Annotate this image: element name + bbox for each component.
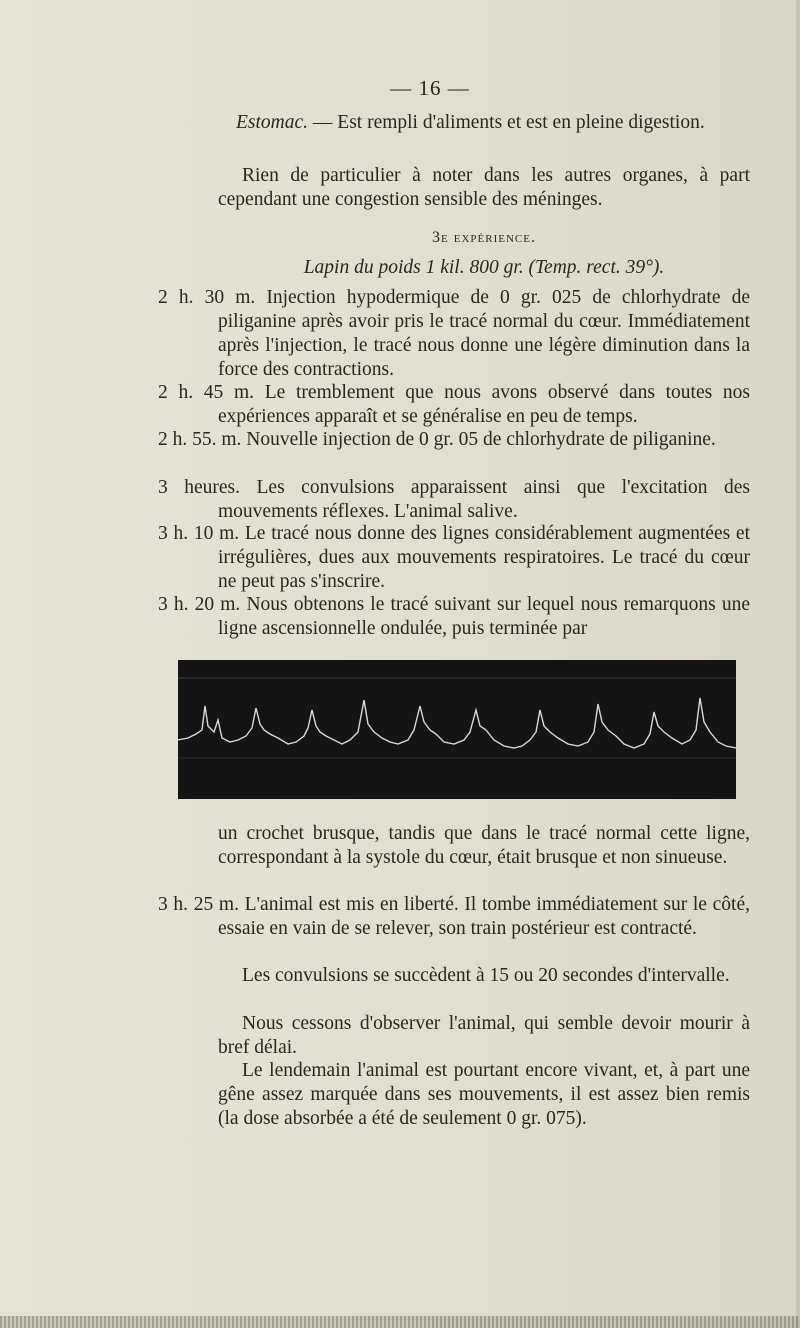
entry-5 <box>158 522 750 594</box>
page-number: — 16 — <box>390 76 470 100</box>
entry-text: Le tremblement que nous avons observé dans toutes nos expériences apparaît et se généralise en peu de temps. <box>218 382 751 427</box>
entry-text: Nous obtenons le tracé suivant sur lequel nous remarquons une ligne ascensionnelle ondulée, puis terminée par <box>218 594 750 639</box>
estomac-text: — Est rempli d'aliments et est en pleine digestion. <box>308 112 705 133</box>
entry-time: 2 h. 55. m. <box>158 429 242 450</box>
entry-4 <box>158 476 750 524</box>
entry-text: Les convulsions apparaissent ainsi que l'excitation des mouvements réflexes. L'animal salive. <box>218 477 750 522</box>
entry-time: 3 h. 20 m. <box>158 594 241 615</box>
continuation-paragraph: un crochet brusque, tandis que dans le tracé normal cette ligne, correspondant à la systole du cœur, était brusque et non sinueuse. <box>218 823 750 868</box>
page-edge <box>796 0 800 1328</box>
entry-time: 2 h. 45 m. <box>158 382 255 403</box>
cardiac-trace-figure <box>178 660 736 799</box>
entry-text: Nouvelle injection de 0 gr. 05 de chlorhydrate de piliganine. <box>241 429 716 450</box>
estomac-paragraph <box>218 111 750 135</box>
experience-heading: 3e expérience. <box>432 229 536 246</box>
entry-3 <box>158 428 750 452</box>
cessons-paragraph: Nous cessons d'observer l'animal, qui semble devoir mourir à bref délai. <box>218 1013 750 1058</box>
estomac-label: Estomac. <box>236 112 309 133</box>
entry-6 <box>158 593 750 641</box>
experience-subject: Lapin du poids 1 kil. 800 gr. (Temp. rect. 39°). <box>303 257 665 278</box>
entry-1 <box>158 286 750 382</box>
entry-time: 3 h. 25 m. <box>158 894 239 915</box>
page-bottom-edge <box>0 1316 800 1328</box>
entry-text: Injection hypodermique de 0 gr. 025 de chlorhydrate de piliganine après avoir pris le tracé normal du cœur. Immédiatement après l'injection, le tracé nous donne une légère diminution dans la force des contractions. <box>218 287 750 380</box>
entry-2 <box>158 381 750 429</box>
entry-7 <box>158 893 750 941</box>
convulsions-paragraph: Les convulsions se succèdent à 15 ou 20 secondes d'intervalle. <box>242 965 730 986</box>
trace-svg <box>178 660 736 799</box>
entry-time: 2 h. 30 m. <box>158 287 256 308</box>
entry-text: Le tracé nous donne des lignes considérablement augmentées et irrégulières, dues aux mouvements respiratoires. Le tracé du cœur ne peut pas s'inscrire. <box>218 523 751 592</box>
entry-time: 3 heures. <box>158 477 241 498</box>
entry-text: L'animal est mis en liberté. Il tombe immédiatement sur le côté, essaie en vain de se relever, son train postérieur est contracté. <box>218 894 750 939</box>
entry-time: 3 h. 10 m. <box>158 523 240 544</box>
rien-paragraph: Rien de particulier à noter dans les autres organes, à part cependant une congestion sensible des méninges. <box>218 165 750 210</box>
lendemain-paragraph: Le lendemain l'animal est pourtant encore vivant, et, à part une gêne assez marquée dans ses mouvements, il est assez bien remis (la dose absorbée a été de seulement 0 gr. 075). <box>218 1060 750 1129</box>
